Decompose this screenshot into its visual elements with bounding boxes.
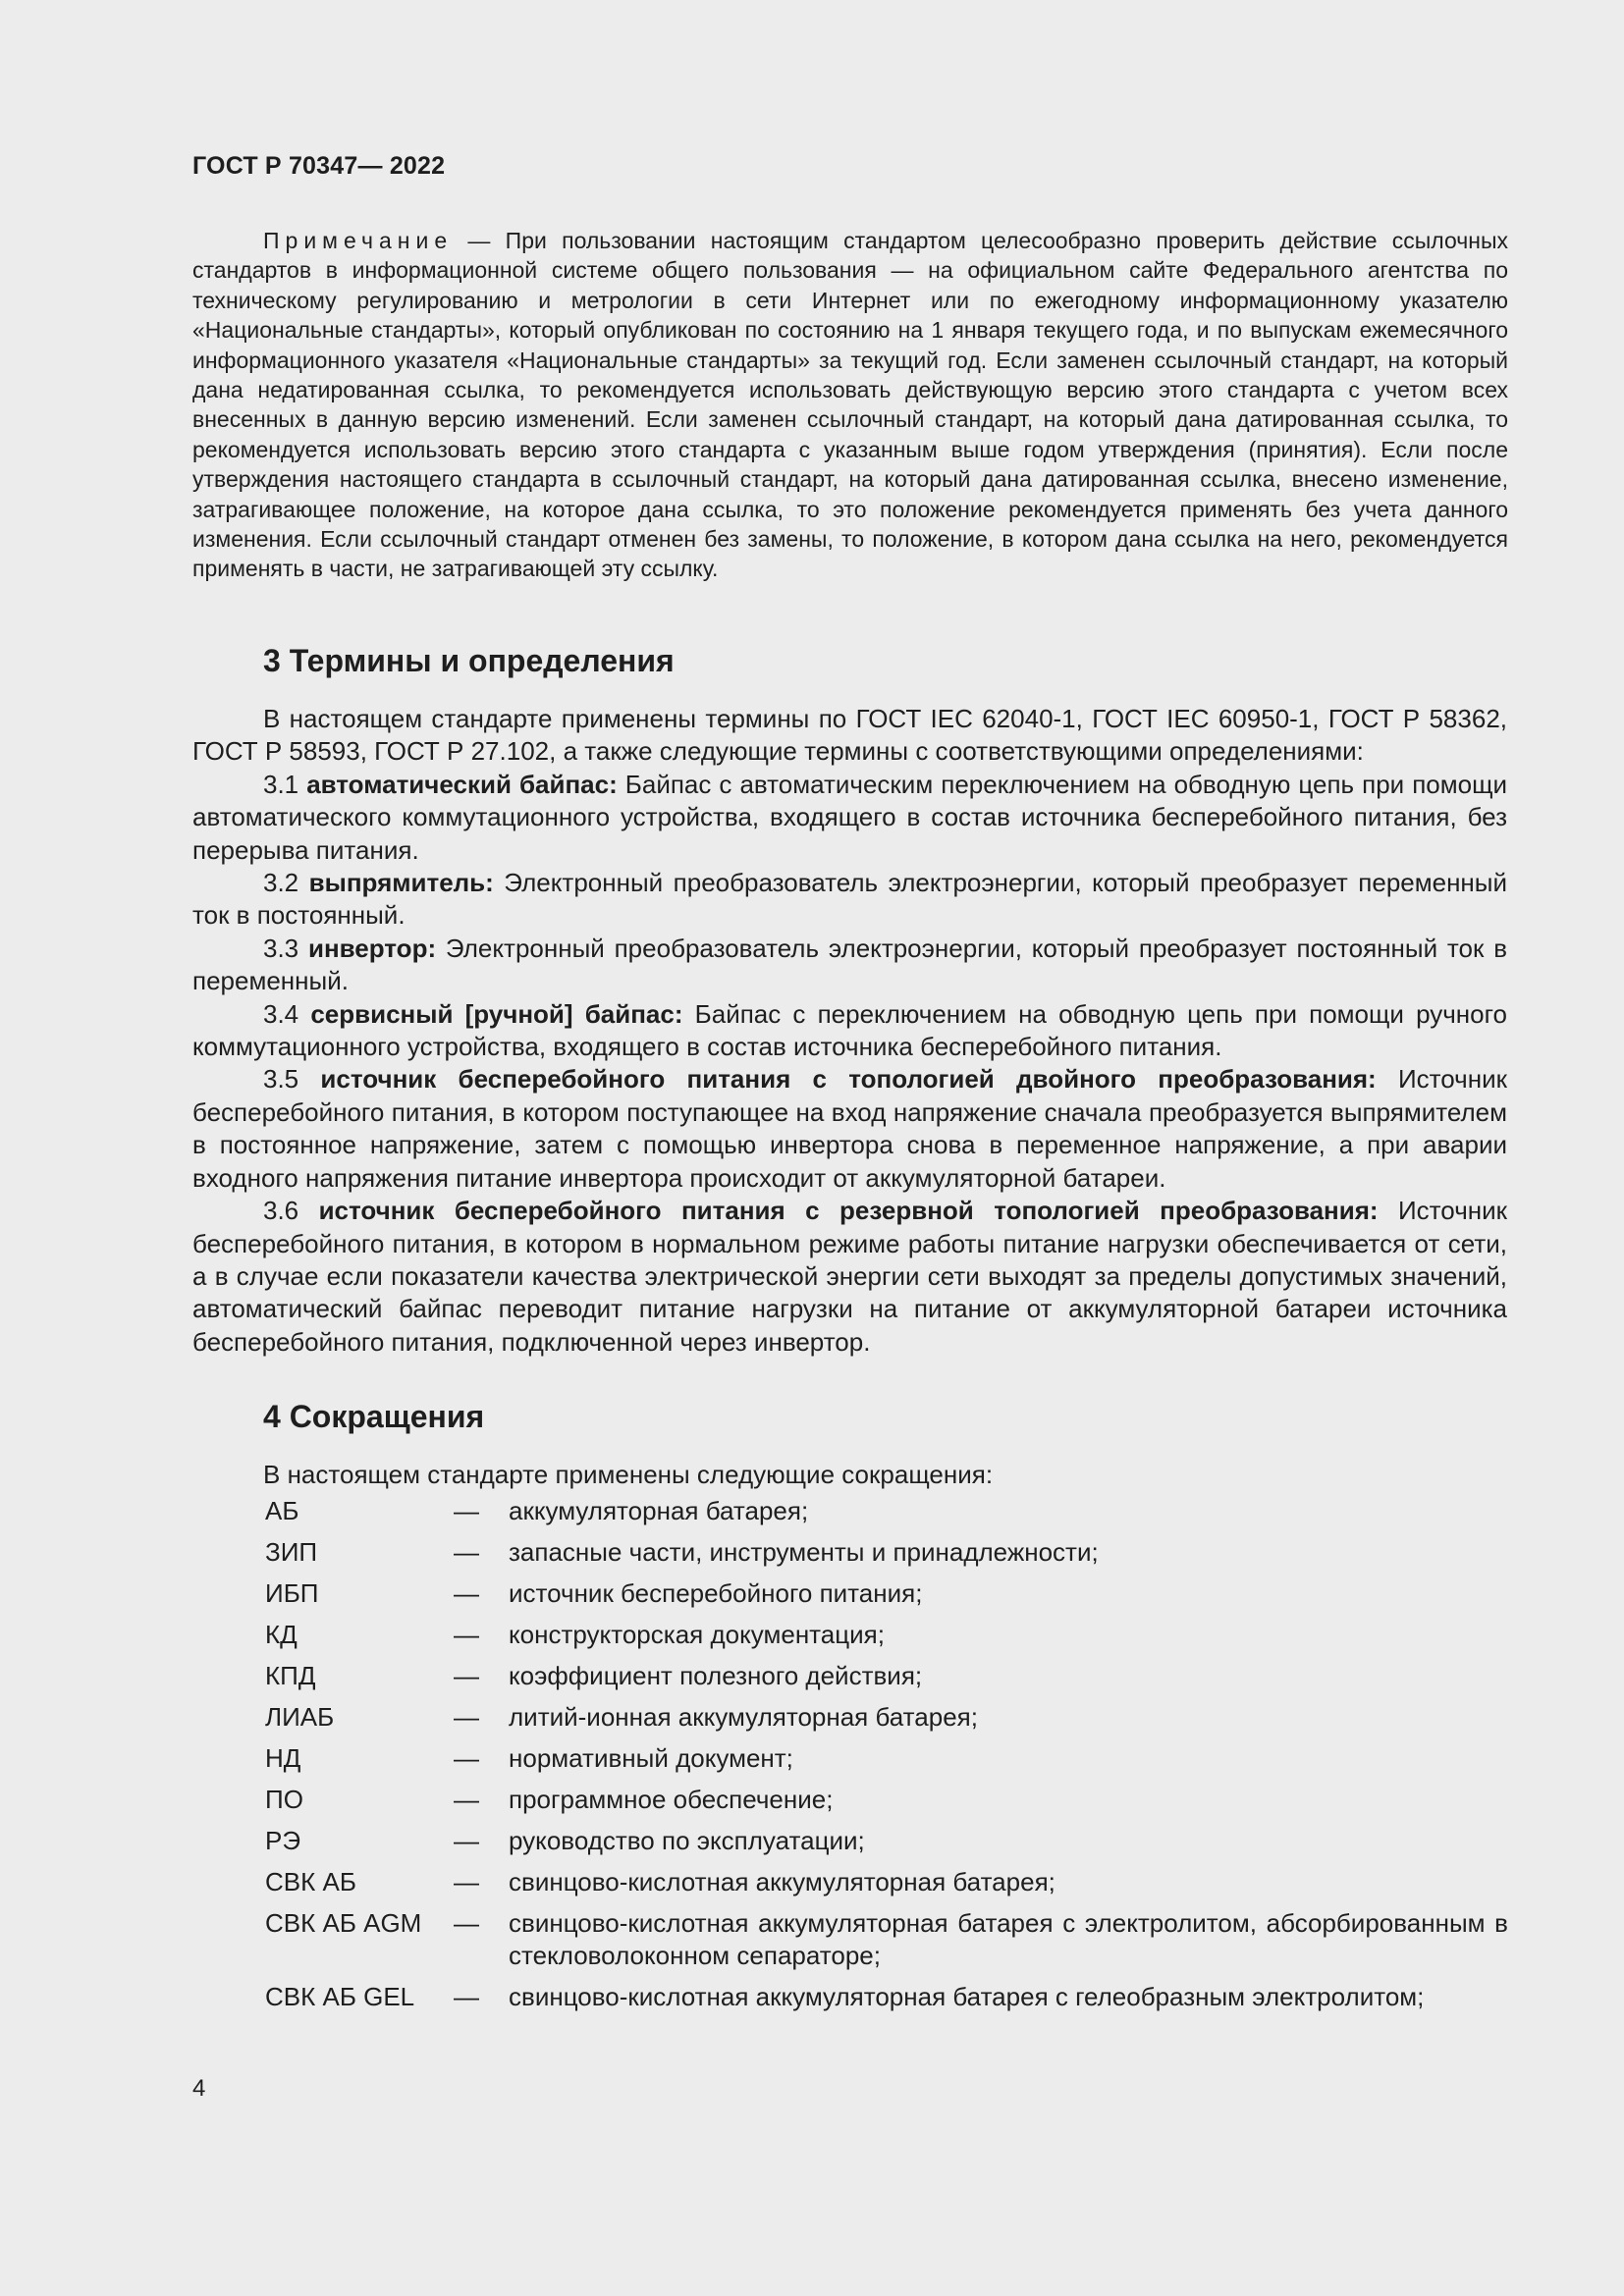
term-3-3 bbox=[192, 933, 1507, 998]
term-name: сервисный [ручной] байпас: bbox=[310, 998, 683, 1029]
term-number: 3.3 bbox=[263, 933, 308, 963]
dash-separator: — bbox=[454, 1785, 479, 1814]
abbreviation-definition: свинцово-кислотная аккумуляторная батарея; bbox=[509, 1867, 1056, 1896]
abbreviation-code: СВК АБ bbox=[265, 1867, 356, 1896]
list-item bbox=[265, 1495, 1508, 1527]
abbreviation-definition: руководство по эксплуатации; bbox=[509, 1826, 865, 1855]
abbreviation-code: АБ bbox=[265, 1496, 299, 1525]
section-4-title: 4 Сокращения bbox=[263, 1399, 485, 1434]
abbreviation-definition: аккумуляторная батарея; bbox=[509, 1496, 809, 1525]
abbreviation-code: НД bbox=[265, 1743, 301, 1773]
abbreviation-code: КПД bbox=[265, 1661, 316, 1690]
abbreviation-list bbox=[265, 1495, 1508, 2022]
dash-separator: — bbox=[454, 1661, 479, 1690]
term-name: источник бесперебойного питания с резервной топологией преобразования: bbox=[318, 1196, 1379, 1226]
section-3-body bbox=[192, 703, 1507, 1359]
document-id: ГОСТ Р 70347— 2022 bbox=[192, 152, 446, 180]
list-item bbox=[265, 1981, 1508, 2013]
abbreviation-code: СВК АБ AGM bbox=[265, 1908, 422, 1938]
note-paragraph bbox=[192, 226, 1508, 584]
dash-separator: — bbox=[454, 1982, 479, 2011]
term-name: автоматический байпас: bbox=[306, 769, 618, 799]
section-3-title: 3 Термины и определения bbox=[263, 643, 675, 678]
term-definition: Байпас с переключением на обводную цепь при помощи ручного коммутационного устройства, входящего в состав источника бесперебойного питания. bbox=[192, 998, 1507, 1062]
abbreviation-definition: нормативный документ; bbox=[509, 1743, 793, 1773]
section-4-intro: В настоящем стандарте применены следующие сокращения: bbox=[263, 1460, 994, 1489]
abbreviation-definition: запасные части, инструменты и принадлежности; bbox=[509, 1537, 1099, 1567]
term-name: выпрямитель: bbox=[308, 868, 494, 898]
abbreviation-code: РЭ bbox=[265, 1826, 301, 1855]
term-number: 3.1 bbox=[263, 769, 307, 799]
term-number: 3.5 bbox=[263, 1064, 321, 1095]
list-item bbox=[265, 1825, 1508, 1857]
abbreviation-definition: источник бесперебойного питания; bbox=[509, 1578, 923, 1608]
page-number: 4 bbox=[192, 2075, 206, 2102]
dash-separator: — bbox=[454, 1537, 479, 1567]
dash-separator: — bbox=[454, 1702, 479, 1732]
abbreviation-definition: программное обеспечение; bbox=[509, 1785, 834, 1814]
dash-separator: — bbox=[454, 1578, 479, 1608]
list-item bbox=[265, 1577, 1508, 1610]
term-definition: Байпас с автоматическим переключением на обводную цепь при помощи автоматического коммутационного устройства, входящего в состав источника бесперебойного питания, без перерыва питания. bbox=[192, 769, 1507, 865]
term-3-5 bbox=[192, 1063, 1507, 1195]
abbreviation-code: ИБП bbox=[265, 1578, 319, 1608]
term-definition: Источник бесперебойного питания, в котором в нормальном режиме работы питание нагрузки обеспечивается от сети, а в случае если показатели качества электрической энергии сети выходят за пределы допустимых значений, автоматический байпас переводит питание нагрузки на питание от аккумуляторной батареи источника бесперебойного питания, подключенной через инвертор. bbox=[192, 1196, 1507, 1357]
dash-separator: — bbox=[454, 1867, 479, 1896]
term-definition: Источник бесперебойного питания, в котором поступающее на вход напряжение сначала преобразуется выпрямителем в постоянное напряжение, затем с помощью инвертора снова в переменное напряжение, а при аварии входного напряжения питание инвертора происходит от аккумуляторной батареи. bbox=[192, 1064, 1507, 1193]
term-number: 3.6 bbox=[263, 1196, 319, 1226]
abbreviation-code: СВК АБ GEL bbox=[265, 1982, 415, 2011]
term-3-4 bbox=[192, 998, 1507, 1064]
abbreviation-definition: свинцово-кислотная аккумуляторная батарея с гелеобразным электролитом; bbox=[509, 1982, 1425, 2011]
term-definition: Электронный преобразователь электроэнергии, который преобразует постоянный ток в переменный. bbox=[192, 933, 1508, 996]
abbreviation-definition: свинцово-кислотная аккумуляторная батарея с электролитом, абсорбированным в стекловолоконном сепараторе; bbox=[509, 1908, 1508, 1970]
abbreviation-code: ЛИАБ bbox=[265, 1702, 335, 1732]
list-item bbox=[265, 1536, 1508, 1569]
list-item bbox=[265, 1619, 1508, 1651]
abbreviation-definition: конструкторская документация; bbox=[509, 1620, 885, 1649]
abbreviation-definition: литий-ионная аккумуляторная батарея; bbox=[509, 1702, 978, 1732]
section-3-intro: В настоящем стандарте применены термины по ГОСТ IEC 62040-1, ГОСТ IEC 60950-1, ГОСТ Р 58362, ГОСТ Р 58593, ГОСТ Р 27.102, а также следующие термины с соответствующими определениями: bbox=[192, 704, 1508, 767]
term-name: инвертор: bbox=[307, 933, 437, 963]
list-item bbox=[265, 1784, 1508, 1816]
list-item bbox=[265, 1660, 1508, 1692]
term-number: 3.4 bbox=[263, 998, 311, 1029]
term-3-1 bbox=[192, 769, 1507, 867]
abbreviation-code: ПО bbox=[265, 1785, 303, 1814]
note-label: Примечание bbox=[263, 228, 454, 253]
abbreviation-code: КД bbox=[265, 1620, 298, 1649]
list-item bbox=[265, 1701, 1508, 1734]
list-item bbox=[265, 1866, 1508, 1898]
dash-separator: — bbox=[454, 1908, 479, 1938]
abbreviation-code: ЗИП bbox=[265, 1537, 318, 1567]
term-name: источник бесперебойного питания с топологией двойного преобразования: bbox=[320, 1064, 1377, 1095]
dash-separator: — bbox=[454, 1620, 479, 1649]
term-3-2 bbox=[192, 867, 1507, 933]
list-item bbox=[265, 1742, 1508, 1775]
dash-separator: — bbox=[454, 1496, 479, 1525]
dash-separator: — bbox=[454, 1826, 479, 1855]
abbreviation-definition: коэффициент полезного действия; bbox=[509, 1661, 923, 1690]
dash-separator: — bbox=[454, 1743, 479, 1773]
list-item bbox=[265, 1907, 1508, 1972]
note-text: — При пользовании настоящим стандартом целесообразно проверить действие ссылочных стандартов в информационной системе общего пользования — на официальном сайте Федерального агентства по техническому регулированию и метрологии в сети Интернет или по ежегодному информационному указателю «Национальные стандарты», который опубликован по состоянию на 1 января текущего года, и по выпускам ежемесячного информационного указателя «Национальные стандарты» за текущий год. Если заменен ссылочный стандарт, на который дана недатированная ссылка, то рекомендуется использовать действующую версию этого стандарта с учетом всех внесенных в данную версию изменений. Если заменен ссылочный стандарт, на который дана датированная ссылка, то рекомендуется использовать версию этого стандарта с указанным выше годом утверждения (принятия). Если после утверждения настоящего стандарта в ссылочный стандарт, на который дана датированная ссылка, внесено изменение, затрагивающее положение, на которое дана ссылка, то это положение рекомендуется применять без учета данного изменения. Если ссылочный стандарт отменен без замены, то положение, в котором дана ссылка на него, рекомендуется применять в части, не затрагивающей эту ссылку. bbox=[192, 228, 1508, 582]
term-number: 3.2 bbox=[263, 868, 309, 898]
term-3-6 bbox=[192, 1195, 1507, 1359]
term-definition: Электронный преобразователь электроэнергии, который преобразует переменный ток в постоянный. bbox=[192, 868, 1507, 931]
